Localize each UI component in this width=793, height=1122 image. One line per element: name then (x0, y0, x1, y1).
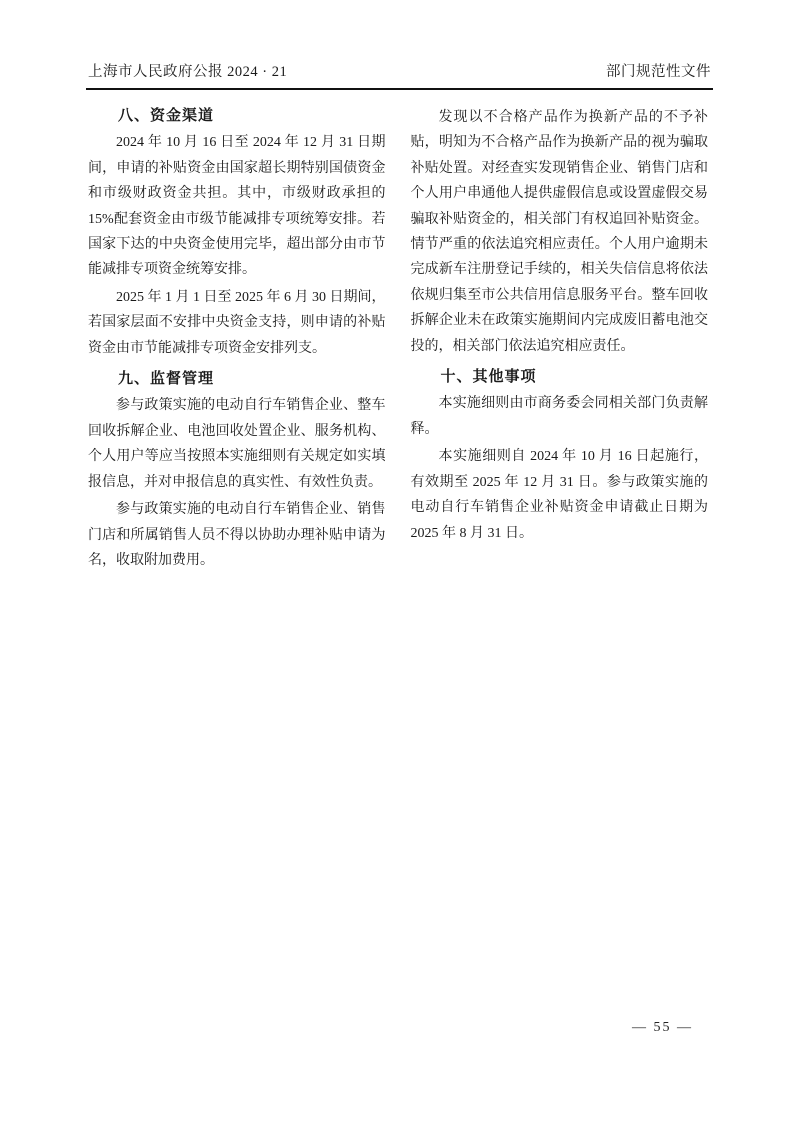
header-rule (86, 88, 713, 90)
gazette-title: 上海市人民政府公报 2024 · 21 (88, 64, 288, 80)
paragraph-funding-period-2: 2025 年 1 月 1 日至 2025 年 6 月 30 日期间，若国家层面不安排中央资金支持，则申请的补贴资金由市节能减排专项资金安排列支。 (88, 289, 386, 356)
page-number: — 55 — (632, 1020, 693, 1035)
right-column (411, 103, 709, 573)
left-column (88, 103, 386, 573)
paragraph-other-matters-2: 本实施细则自 2024 年 10 月 16 日起施行，有效期至 2025 年 12 月 31 日。参与政策实施的电动自行车销售企业补贴资金申请截止日期为 2025 年 8 月 31 日。 (410, 449, 708, 541)
section-heading-funding-channels: 八、资金渠道 (118, 107, 215, 124)
paragraph-supervision-1: 参与政策实施的电动自行车销售企业、整车回收拆解企业、电池回收处置企业、服务机构、个人用户等应当按照本实施细则有关规定如实填报信息，并对申报信息的真实性、有效性负责。 (88, 398, 386, 490)
paragraph-other-matters-1: 本实施细则由市商务委会同相关部门负责解释。 (410, 396, 708, 437)
section-heading-supervision: 九、监督管理 (118, 370, 215, 388)
paragraph-funding-period-1: 2024 年 10 月 16 日至 2024 年 12 月 31 日期间，申请的补贴资金由国家超长期特别国债资金和市级财政资金共担。其中，市级财政承担的15%配套资金由市级节能减排专项统筹安排。若国家下达的中央资金使用完毕，超出部分由市节能减排专项资金统筹安排。 (88, 135, 386, 278)
content-columns (88, 103, 708, 573)
section-heading-other-matters: 十、其他事项 (440, 368, 537, 386)
paragraph-supervision-3: 发现以不合格产品作为换新产品的不予补贴，明知为不合格产品作为换新产品的视为骗取补贴处置。对经查实发现销售企业、销售门店和个人用户串通他人提供虚假信息或设置虚假交易骗取补贴资金的，相关部门有权追回补贴资金。情节严重的依法追究相应责任。个人用户逾期未完成新车注册登记手续的，相关失信信息将依法依规归集至市公共信用信息服务平台。整车回收拆解企业未在政策实施期间内完成废旧蓄电池交投的，相关部门依法追究相应责任。 (410, 110, 708, 354)
page-footer (632, 1020, 693, 1036)
document-category: 部门规范性文件 (606, 64, 711, 80)
page-header (88, 60, 711, 81)
paragraph-supervision-2: 参与政策实施的电动自行车销售企业、销售门店和所属销售人员不得以协助办理补贴申请为名，收取附加费用。 (88, 502, 386, 568)
